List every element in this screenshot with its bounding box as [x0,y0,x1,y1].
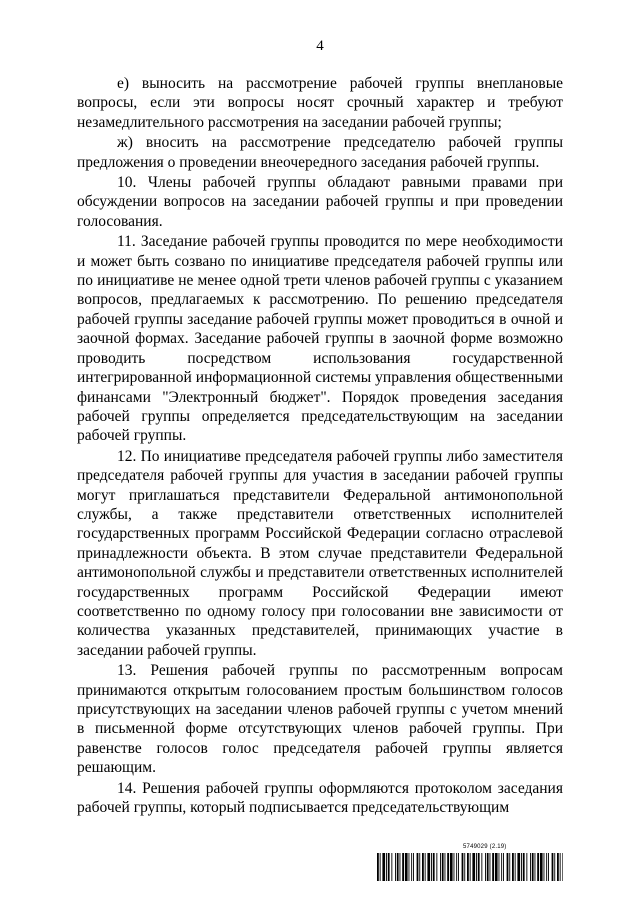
paragraph-10: 10. Члены рабочей группы обладают равными правами при обсуждении вопросов на заседании рабочей группы и при проведении голосования. [77,174,563,230]
paragraph-item-zh: ж) вносить на рассмотрение председателю рабочей группы предложения о проведении внеочередного заседания рабочей группы. [77,134,563,171]
paragraph-12: 12. По инициативе председателя рабочей группы либо заместителя председателя рабочей группы для участия в заседании рабочей группы могут приглашаться представители Федеральной антимонопольной службы, а также представители ответственных исполнителей государственных программ Российской Федерации согласно отраслевой принадлежности объекта. В этом случае представители Федеральной антимонопольной службы и представители ответственных исполнителей государственных программ Российской Федерации имеют соответственно по одному голосу при голосовании вне зависимости от количества указанных представителей, принимающих участие в заседании рабочей группы. [77,447,563,659]
paragraph-14: 14. Решения рабочей группы оформляются протоколом заседания рабочей группы, который подписывается председательствующим [77,779,563,817]
paragraph-item-e: е) выносить на рассмотрение рабочей группы внеплановые вопросы, если эти вопросы носят срочный характер и требуют незамедлительного рассмотрения на заседании рабочей группы; [77,75,563,131]
barcode-image [377,853,563,881]
paragraph-11: 11. Заседание рабочей группы проводится по мере необходимости и может быть созвано по инициативе председателя рабочей группы или по инициативе не менее одной трети членов рабочей группы с указанием вопросов, предлагаемых к рассмотрению. По решению председателя рабочей группы заседание рабочей группы может проводиться в очной и заочной формах. Заседание рабочей группы в заочной форме возможно проводить посредством использования государственной интегрированной информационной системы управления общественными финансами "Электронный бюджет". Порядок проведения заседания рабочей группы определяется председательствующим на заседании рабочей группы. [77,233,563,445]
page-number: 4 [316,38,324,54]
document-body [77,74,563,817]
paragraph-13: 13. Решения рабочей группы по рассмотренным вопросам принимаются открытым голосованием простым большинством голосов присутствующих на заседании членов рабочей группы с учетом мнений в письменной форме отсутствующих членов рабочей группы. При равенстве голосов голос председателя рабочей группы является решающим. [77,662,563,777]
document-code: 5749029 (2.19) [463,844,507,850]
